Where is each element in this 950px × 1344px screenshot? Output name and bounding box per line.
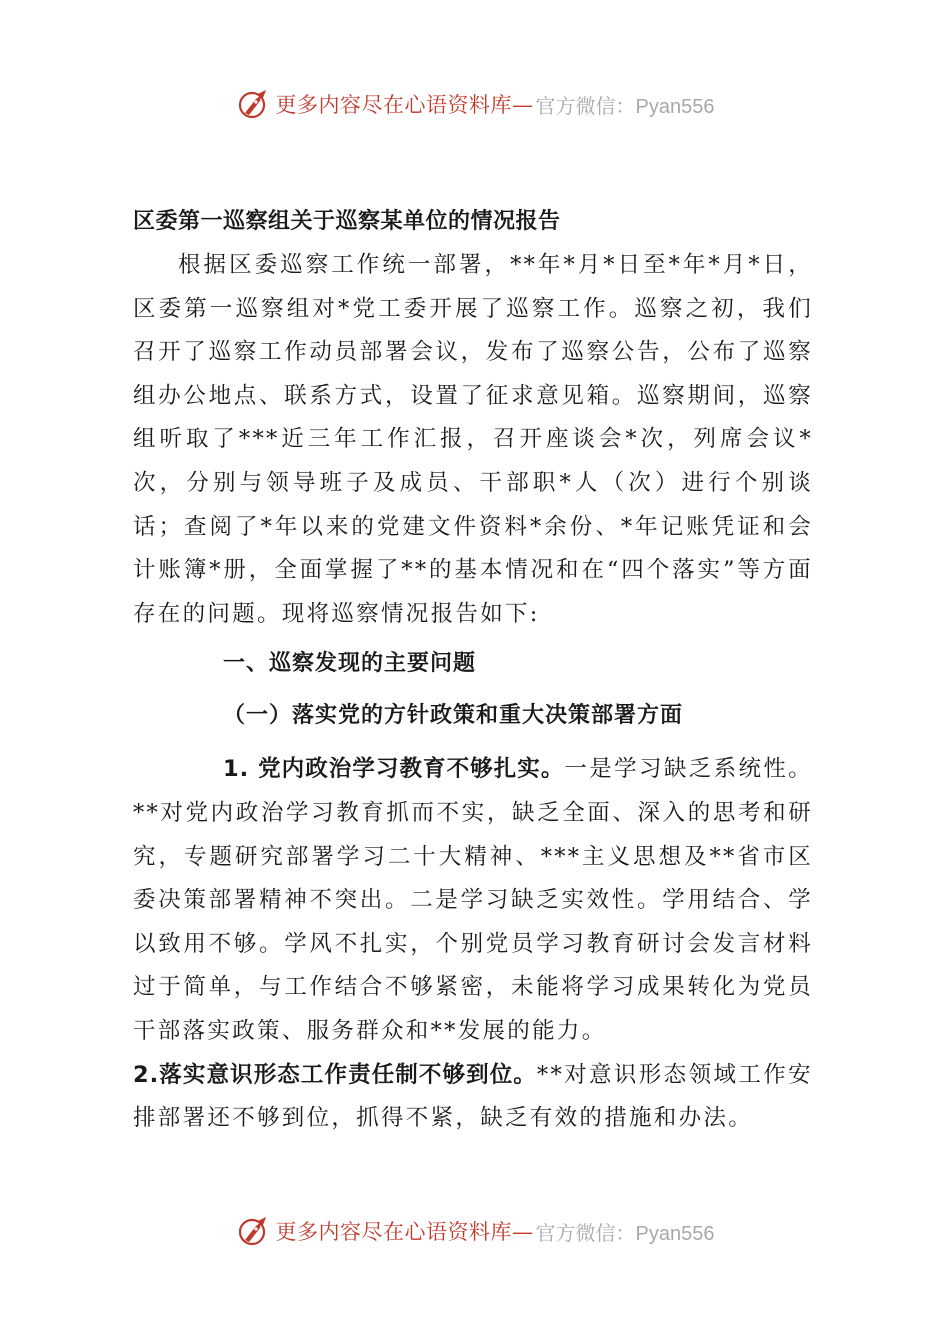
header-watermark (0, 82, 950, 126)
pen-nib-logo-icon (236, 86, 272, 122)
subsection-heading: （一）落实党的方针政策和重大决策部署方面 (223, 703, 684, 729)
item1-body: 一是学习缺乏系统性。**对党内政治学习教育抓而不实，缺乏全面、深入的思考和研究，专题研究部署学习二十大精神、***主义思想及**省市区委决策部署精神不突出。二是学习缺乏实效性。学用结合、学以致用不够。学风不扎实，个别党员学习教育研讨会发言材料过于简单，与工作结合不够紧密，未能将学习成果转化为党员干部落实政策、服务群众和**发展的能力。 (133, 756, 813, 1044)
wechat-label: 官方微信： (535, 93, 636, 118)
item2-paragraph (133, 1054, 813, 1141)
footer-watermark (0, 1209, 950, 1253)
watermark-text: 更多内容尽在心语资料库— (275, 93, 534, 117)
wechat-id: Pyan556 (635, 95, 715, 118)
pen-nib-logo-icon (236, 1213, 272, 1249)
item2-body: **对意识形态领域工作安排部署还不够到位，抓得不紧，缺乏有效的措施和办法。 (133, 1061, 813, 1132)
section-heading: 一、巡察发现的主要问题 (223, 651, 477, 677)
wechat-label: 官方微信： (535, 1220, 636, 1245)
item1-heading: 1. 党内政治学习教育不够扎实。 (223, 756, 565, 783)
wechat-id: Pyan556 (635, 1222, 715, 1245)
item1-paragraph (133, 748, 813, 1053)
item2-heading: 2.落实意识形态工作责任制不够到位。 (133, 1061, 537, 1088)
document-title: 区委第一巡察组关于巡察某单位的情况报告 (133, 209, 561, 234)
watermark-wechat (536, 90, 715, 119)
watermark-text: 更多内容尽在心语资料库— (275, 1220, 534, 1244)
watermark-wechat (536, 1217, 715, 1246)
intro-paragraph: 根据区委巡察工作统一部署，**年*月*日至*年*月*日，区委第一巡察组对*党工委开展了巡察工作。巡察之初，我们召开了巡察工作动员部署会议，发布了巡察公告，公布了巡察组办公地点、联系方式，设置了征求意见箱。巡察期间，巡察组听取了***近三年工作汇报，召开座谈会*次，列席会议*次，分别与领导班子及成员、干部职*人（次）进行个别谈话；查阅了*年以来的党建文件资料*余份、*年记账凭证和会计账簿*册，全面掌握了**的基本情况和在“四个落实”等方面存在的问题。现将巡察情况报告如下: (133, 252, 813, 627)
document-body (133, 200, 813, 1141)
